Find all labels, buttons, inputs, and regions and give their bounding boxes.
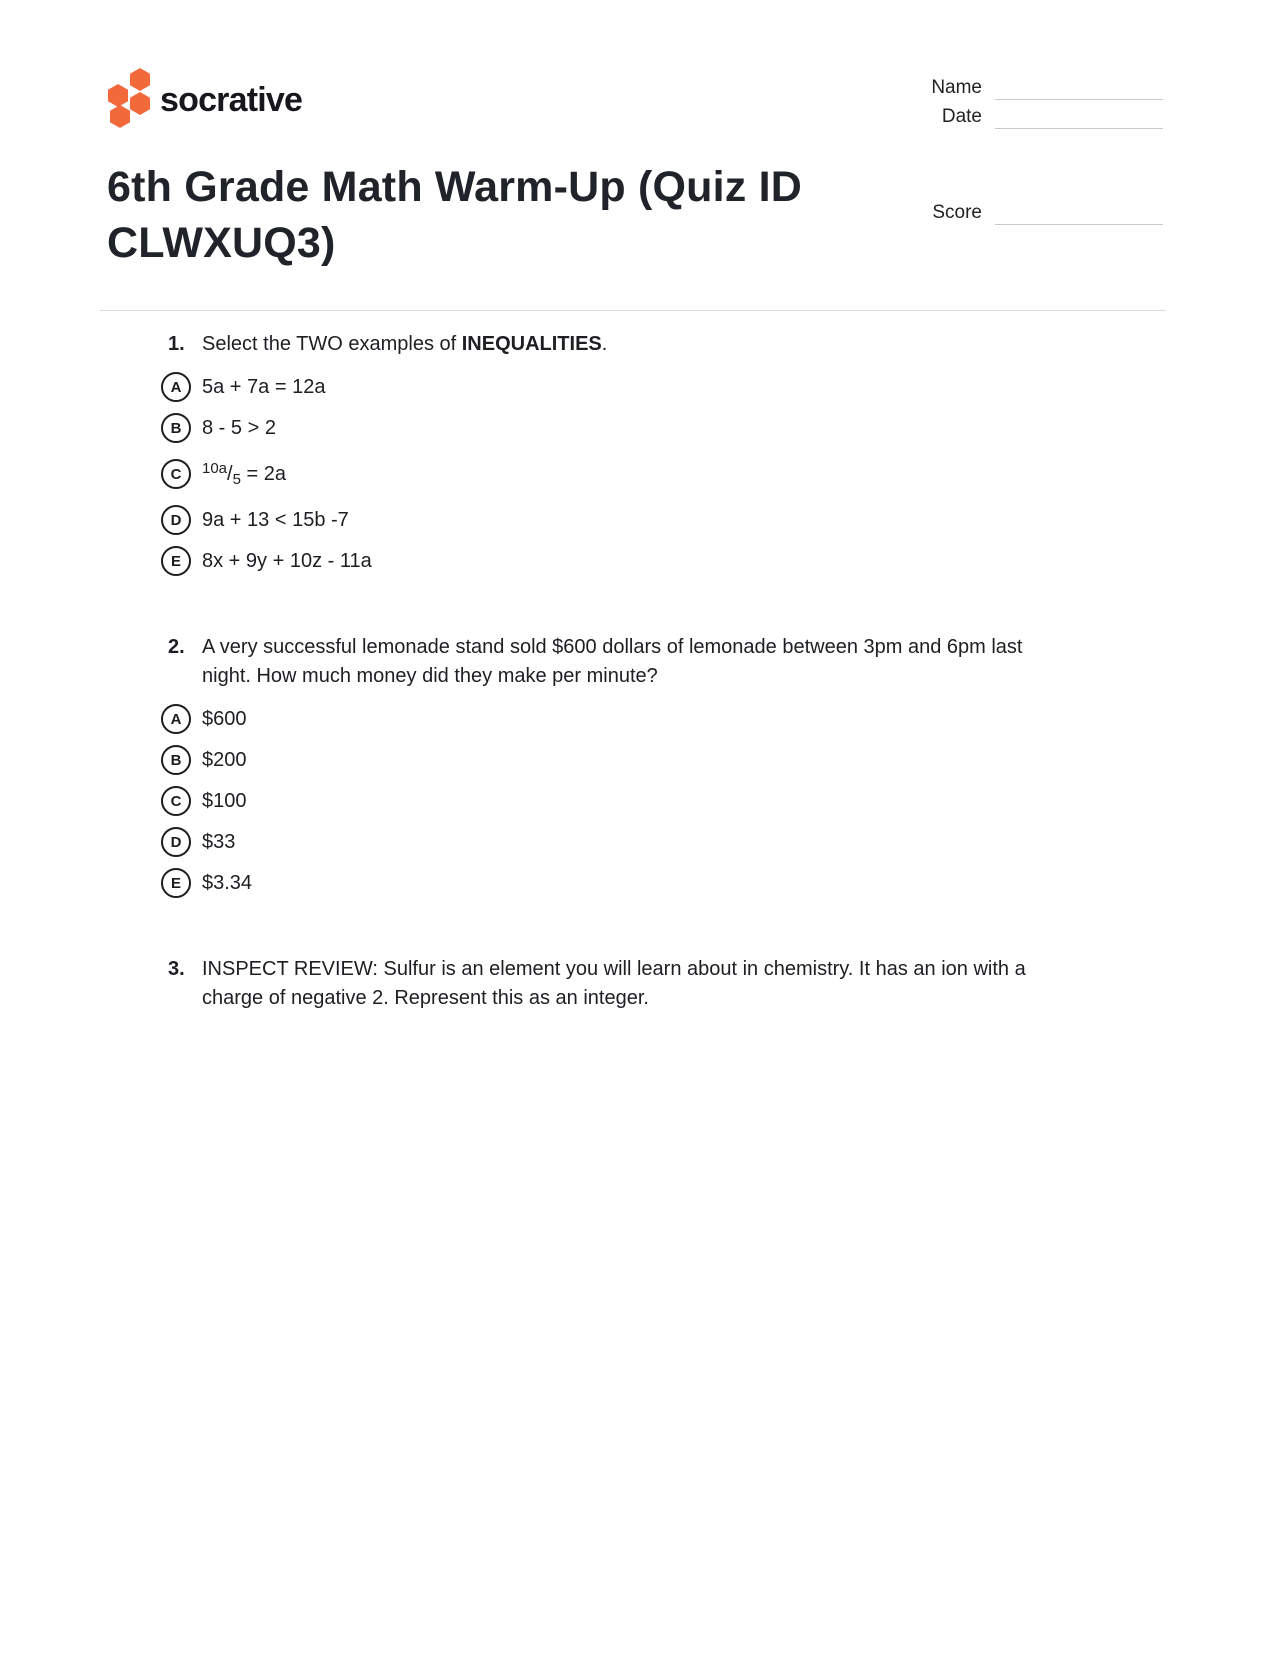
score-blank-line <box>995 203 1163 225</box>
answer-option-c <box>161 786 1275 816</box>
answer-option-a <box>161 372 1275 402</box>
answer-option-b <box>161 745 1275 775</box>
logo-hexagon-icon <box>130 68 150 91</box>
option-text <box>202 454 286 494</box>
text-segment: 5a + 7a = 12a <box>202 375 326 398</box>
answer-option-d <box>161 505 1275 535</box>
option-bubble-e: E <box>161 546 191 576</box>
text-segment: 8 - 5 > 2 <box>202 416 276 439</box>
option-text <box>202 506 349 535</box>
logo-hexagon-icon <box>130 92 150 115</box>
logo-wordmark: socrative <box>160 81 303 119</box>
option-text <box>202 746 247 775</box>
option-bubble-b: B <box>161 413 191 443</box>
option-text <box>202 787 247 816</box>
question-block-1 <box>161 330 1275 576</box>
text-segment: $3.34 <box>202 871 253 894</box>
option-bubble-c: C <box>161 459 191 489</box>
name-blank-line <box>995 78 1163 100</box>
text-segment: $600 <box>202 707 247 730</box>
question-head <box>161 955 1275 1013</box>
option-bubble-d: D <box>161 827 191 857</box>
name-field-row <box>925 76 1163 100</box>
answer-option-d <box>161 827 1275 857</box>
name-label: Name <box>931 77 982 98</box>
question-head <box>161 633 1275 691</box>
question-text <box>202 330 607 359</box>
answer-options <box>161 704 1275 898</box>
divider <box>100 310 1166 311</box>
option-bubble-b: B <box>161 745 191 775</box>
question-number: 2. <box>168 636 185 658</box>
question-block-2 <box>161 633 1275 898</box>
page-title: 6th Grade Math Warm-Up (Quiz ID CLWXUQ3) <box>107 163 803 267</box>
socrative-logo <box>100 63 360 138</box>
answer-option-c <box>161 454 1275 494</box>
option-text <box>202 414 276 443</box>
question-text <box>202 955 1072 1013</box>
text-segment: Select the TWO examples of <box>202 333 462 355</box>
option-bubble-e: E <box>161 868 191 898</box>
option-bubble-d: D <box>161 505 191 535</box>
text-segment: 10a <box>202 460 228 477</box>
option-bubble-a: A <box>161 704 191 734</box>
text-segment: 9a + 13 < 15b -7 <box>202 508 349 531</box>
option-text <box>202 547 372 576</box>
answer-options <box>161 372 1275 576</box>
score-label: Score <box>932 202 982 223</box>
answer-option-a <box>161 704 1275 734</box>
option-text <box>202 869 252 898</box>
date-field-row <box>925 105 1163 129</box>
text-segment: 5 <box>232 471 241 488</box>
text-segment: $100 <box>202 789 247 812</box>
question-number: 1. <box>168 333 185 355</box>
option-text <box>202 828 235 857</box>
text-segment: INSPECT REVIEW: Sulfur is an element you will learn about in chemistry. It has an ion with a charge of negative 2. Represent this as an integer. <box>202 958 1026 1009</box>
text-segment: = 2a <box>240 463 286 485</box>
date-blank-line <box>995 107 1163 129</box>
question-head <box>161 330 1275 359</box>
text-segment: $200 <box>202 748 247 771</box>
question-text <box>202 633 1072 691</box>
text-segment: INEQUALITIES <box>461 333 602 355</box>
answer-option-b <box>161 413 1275 443</box>
logo-hexagon-icon <box>108 84 128 107</box>
logo-hexagon-icon <box>110 105 130 128</box>
text-segment: / <box>227 463 233 485</box>
question-block-3 <box>161 955 1275 1013</box>
option-bubble-c: C <box>161 786 191 816</box>
questions <box>0 330 1275 1070</box>
option-text <box>202 705 247 734</box>
text-segment: . <box>601 333 608 355</box>
question-number: 3. <box>168 958 185 980</box>
text-segment: 8x + 9y + 10z - 11a <box>202 549 372 572</box>
text-segment: $33 <box>202 830 236 853</box>
answer-option-e <box>161 546 1275 576</box>
option-text <box>202 373 325 402</box>
option-bubble-a: A <box>161 372 191 402</box>
date-label: Date <box>941 106 982 127</box>
text-segment: A very successful lemonade stand sold $600 dollars of lemonade between 3pm and 6pm last night. How much money did they make per minute? <box>202 636 1023 687</box>
answer-option-e <box>161 868 1275 898</box>
score-field-row <box>925 201 1163 225</box>
